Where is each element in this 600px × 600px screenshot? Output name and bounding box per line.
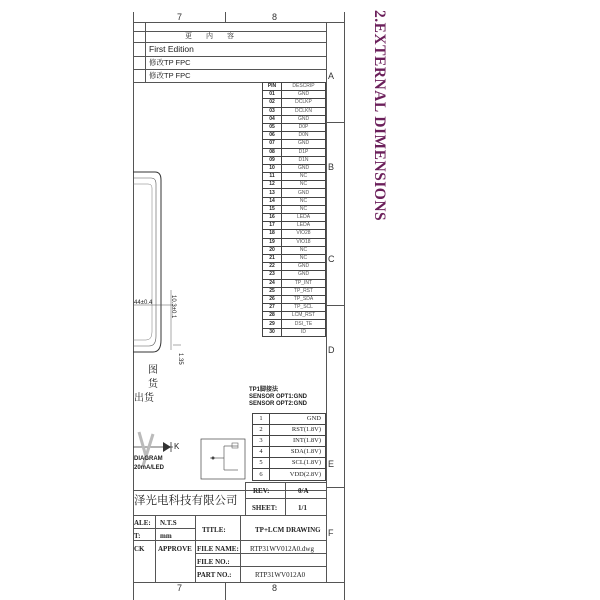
pin-number: 13 — [263, 189, 282, 197]
pin-number: 27 — [263, 304, 282, 312]
scale-value: N.T.S — [160, 519, 177, 527]
pin-number: 19 — [263, 238, 282, 246]
pin-number: 26 — [263, 295, 282, 303]
tp-pin-description: GND — [270, 414, 326, 425]
pin-row — [263, 304, 326, 312]
pin-number: 22 — [263, 263, 282, 271]
pin-row — [263, 115, 326, 123]
pin-number: 24 — [263, 279, 282, 287]
pin-description: VIO18 — [282, 238, 326, 246]
pin-row — [263, 148, 326, 156]
pin-number: 04 — [263, 115, 282, 123]
pin-description: LEDA — [282, 222, 326, 230]
revision-row-1: First Edition — [149, 44, 194, 54]
pin-description: GND — [282, 91, 326, 99]
dimension-thickness: 1.35 — [177, 353, 183, 365]
note-3: 出货 — [134, 393, 154, 404]
led-current-label: 20mA/LED — [134, 465, 165, 471]
tp-connector-table — [252, 413, 326, 481]
pin-number: 15 — [263, 205, 282, 213]
pin-number: 29 — [263, 320, 282, 328]
check-label: CK — [134, 545, 145, 553]
pin-row — [263, 312, 326, 320]
pin-number: 21 — [263, 254, 282, 262]
row-label-c: C — [328, 254, 335, 264]
pin-description: D0P — [282, 123, 326, 131]
column-divider-bottom — [225, 582, 226, 600]
tp-note-3: SENSOR OPT2:GND — [249, 401, 308, 407]
title-value: TP+LCM DRAWING — [255, 526, 321, 534]
led-diode-symbol — [133, 430, 193, 470]
frame-top-edge — [133, 22, 345, 23]
pin-number: 20 — [263, 246, 282, 254]
company-name: 泽光电科技有限公司 — [134, 495, 238, 507]
pin-description: NC — [282, 246, 326, 254]
pin-row — [263, 107, 326, 115]
pin-row — [263, 287, 326, 295]
column-footer-8: 8 — [272, 583, 278, 593]
pin-row — [263, 123, 326, 131]
pin-row — [263, 279, 326, 287]
revision-row-2: 修改TP FPC — [149, 58, 191, 67]
note-1: 图 — [148, 365, 158, 376]
frame-right-edge — [344, 12, 345, 600]
tp-row — [253, 436, 326, 447]
pin-number: 23 — [263, 271, 282, 279]
part-no-value: RTP31WV012A0 — [255, 571, 306, 579]
pin-description: TP_SDA — [282, 295, 326, 303]
pin-row — [263, 230, 326, 238]
pin-row — [263, 254, 326, 262]
pin-description: GND — [282, 164, 326, 172]
dimension-height: 10.3±0.1 — [170, 295, 176, 319]
pin-number: 07 — [263, 140, 282, 148]
pin-number: 03 — [263, 107, 282, 115]
tp-pin-number: 1 — [253, 414, 270, 425]
pin-number: 17 — [263, 222, 282, 230]
pin-number: 18 — [263, 230, 282, 238]
tp-note-1: TP1脚接法 — [249, 387, 279, 393]
unit-value: mm — [160, 532, 172, 540]
row-tick-cd — [326, 305, 344, 306]
tp-pin-description: RST(1.8V) — [270, 425, 326, 436]
pin-number: 28 — [263, 312, 282, 320]
pin-number: 01 — [263, 91, 282, 99]
desc-header: DESCRIP — [282, 83, 326, 91]
sensor-schematic — [200, 438, 246, 480]
row-label-d: D — [328, 345, 335, 355]
pin-table — [262, 82, 326, 337]
pin-description: LCM_RST — [282, 312, 326, 320]
pin-number: 14 — [263, 197, 282, 205]
file-no-label: FILE NO.: — [197, 558, 230, 566]
note-2: 货 — [148, 379, 158, 390]
pin-description: LEDA — [282, 214, 326, 222]
tp-pin-description: INT(1.8V) — [270, 436, 326, 447]
pin-row — [263, 295, 326, 303]
pin-description: NC — [282, 197, 326, 205]
pin-number: 05 — [263, 123, 282, 131]
frame-bottom-edge — [133, 582, 345, 583]
pin-description: GND — [282, 140, 326, 148]
pin-row — [263, 271, 326, 279]
sheet-label: SHEET: — [252, 504, 278, 512]
revision-row-3: 修改TP FPC — [149, 71, 191, 80]
tp-row — [253, 414, 326, 425]
pin-number: 02 — [263, 99, 282, 107]
column-header-8: 8 — [272, 12, 278, 22]
pin-description: NC — [282, 173, 326, 181]
pin-row — [263, 189, 326, 197]
pin-table-header — [263, 83, 326, 91]
pin-number: 08 — [263, 148, 282, 156]
pin-row — [263, 173, 326, 181]
pin-description: GND — [282, 189, 326, 197]
pin-number: 09 — [263, 156, 282, 164]
tp-pin-number: 5 — [253, 458, 270, 469]
file-name-label: FILE NAME: — [197, 545, 239, 553]
pin-number: 30 — [263, 328, 282, 336]
title-label: TITLE: — [202, 526, 226, 534]
pin-row — [263, 99, 326, 107]
pin-row — [263, 214, 326, 222]
pin-description: DCLKP — [282, 99, 326, 107]
rev-value: 0/A — [298, 487, 309, 495]
scale-label: ALE: — [134, 519, 151, 527]
pin-number: 10 — [263, 164, 282, 172]
tp-pin-description: SCL(1.8V) — [270, 458, 326, 469]
pin-number: 16 — [263, 214, 282, 222]
pin-number: 06 — [263, 132, 282, 140]
pin-row — [263, 197, 326, 205]
pin-row — [263, 222, 326, 230]
pin-header: PIN — [263, 83, 282, 91]
tp-pin-number: 3 — [253, 436, 270, 447]
pin-row — [263, 156, 326, 164]
tp-row — [253, 425, 326, 436]
part-no-label: PART NO.: — [197, 571, 232, 579]
unit-label: T: — [134, 532, 141, 540]
column-header-7: 7 — [177, 12, 183, 22]
pin-row — [263, 246, 326, 254]
pin-row — [263, 263, 326, 271]
approve-label: APPROVE — [158, 545, 192, 553]
tp-row — [253, 469, 326, 480]
row-label-a: A — [328, 71, 335, 81]
pin-number: 25 — [263, 287, 282, 295]
pin-description: VIO28 — [282, 230, 326, 238]
pin-number: 12 — [263, 181, 282, 189]
lcm-outline-drawing — [133, 160, 193, 410]
row-tick-ab — [326, 122, 344, 123]
pin-row — [263, 238, 326, 246]
pin-row — [263, 132, 326, 140]
tp-pin-number: 6 — [253, 469, 270, 480]
pin-number: 11 — [263, 173, 282, 181]
column-divider — [225, 12, 226, 22]
pin-description: NC — [282, 254, 326, 262]
diode-k-label: K — [174, 442, 180, 451]
pin-description: TP_SCL — [282, 304, 326, 312]
pin-description: NC — [282, 205, 326, 213]
tp-pin-description: SDA(1.8V) — [270, 447, 326, 458]
pin-description: GND — [282, 115, 326, 123]
tp-pin-description: VDD(2.8V) — [270, 469, 326, 480]
row-label-f: F — [328, 528, 334, 538]
pin-row — [263, 320, 326, 328]
pin-row — [263, 91, 326, 99]
pin-description: TP_INT — [282, 279, 326, 287]
rev-label: REV: — [253, 487, 270, 495]
row-label-e: E — [328, 459, 335, 469]
tp-note-2: SENSOR OPT1:GND — [249, 394, 308, 400]
tp-row — [253, 447, 326, 458]
diagram-label: DIAGRAM — [134, 456, 163, 462]
frame-inner-right — [326, 22, 327, 582]
tp-pin-number: 4 — [253, 447, 270, 458]
tp-pin-number: 2 — [253, 425, 270, 436]
pin-description: NC — [282, 181, 326, 189]
sheet-value: 1/1 — [298, 504, 307, 512]
pin-description: ID — [282, 328, 326, 336]
pin-description: GND — [282, 263, 326, 271]
pin-row — [263, 164, 326, 172]
dimension-width: 44±0.4 — [134, 300, 153, 306]
row-label-b: B — [328, 162, 335, 172]
pin-description: TP_RST — [282, 287, 326, 295]
pin-description: D1N — [282, 156, 326, 164]
pin-row — [263, 140, 326, 148]
pin-row — [263, 181, 326, 189]
file-name-value: RTP31WV012A0.dwg — [250, 545, 314, 553]
pin-description: GND — [282, 271, 326, 279]
column-footer-7: 7 — [177, 583, 183, 593]
section-title: 2.EXTERNAL DIMENSIONS — [371, 10, 388, 222]
pin-row — [263, 328, 326, 336]
revision-header: 更 内 容 — [185, 33, 234, 40]
tp-row — [253, 458, 326, 469]
pin-description: DCLKN — [282, 107, 326, 115]
pin-description: D0N — [282, 132, 326, 140]
pin-row — [263, 205, 326, 213]
pin-description: D1P — [282, 148, 326, 156]
row-tick-ef — [326, 487, 344, 488]
pin-description: DSI_TE — [282, 320, 326, 328]
